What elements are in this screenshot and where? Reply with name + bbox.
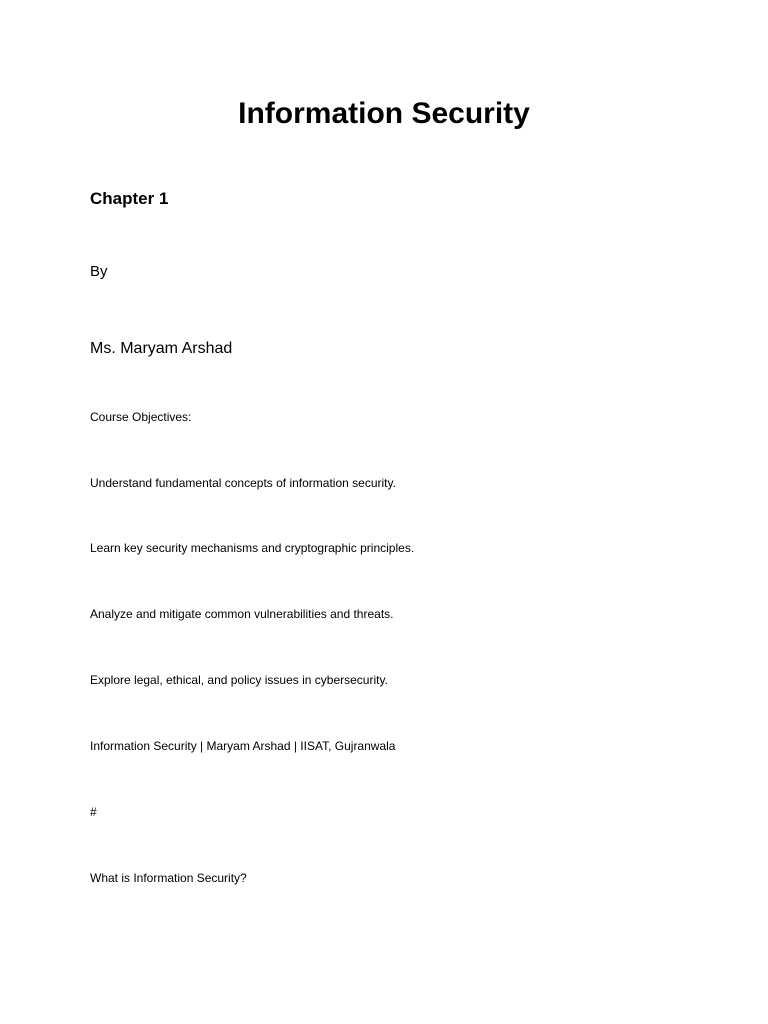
document-title: Information Security xyxy=(238,97,530,130)
section-heading: What is Information Security? xyxy=(90,871,247,885)
objective-item: Understand fundamental concepts of information security. xyxy=(90,476,396,490)
by-label: By xyxy=(90,263,108,280)
footer-line: Information Security | Maryam Arshad | IISAT, Gujranwala xyxy=(90,739,396,753)
chapter-heading: Chapter 1 xyxy=(90,189,169,208)
author-name: Ms. Maryam Arshad xyxy=(90,340,233,357)
objective-item: Explore legal, ethical, and policy issues in cybersecurity. xyxy=(90,673,388,687)
hash-marker: # xyxy=(90,805,97,819)
objective-item: Learn key security mechanisms and cryptographic principles. xyxy=(90,541,415,555)
course-objectives-heading: Course Objectives: xyxy=(90,410,192,424)
objective-item: Analyze and mitigate common vulnerabilities and threats. xyxy=(90,607,394,621)
